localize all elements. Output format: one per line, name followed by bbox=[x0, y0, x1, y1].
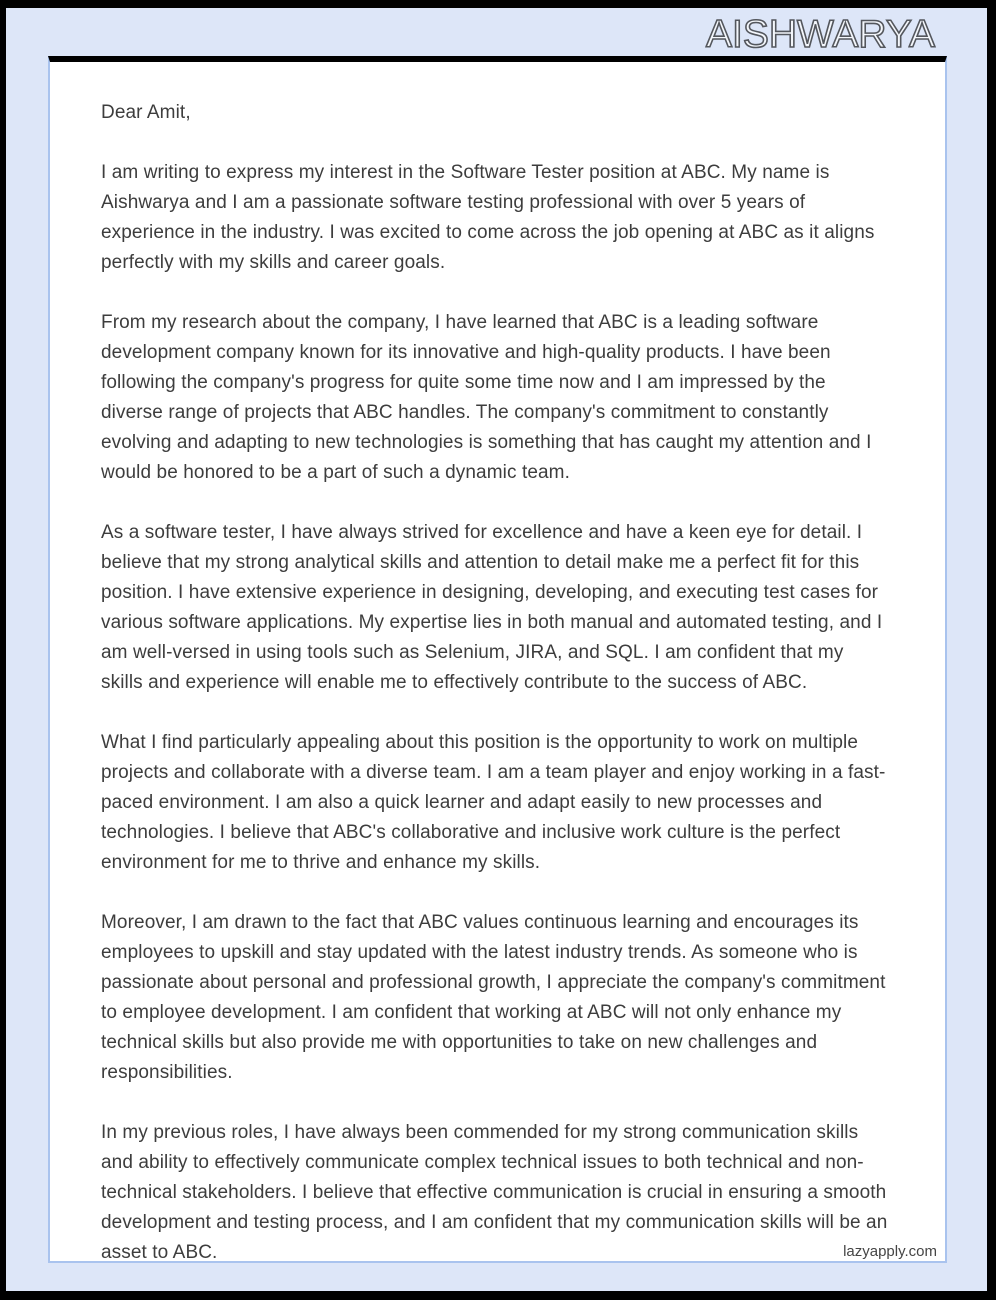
letter-salutation: Dear Amit, bbox=[101, 102, 191, 123]
letter-paragraph: Moreover, I am drawn to the fact that ABC values continuous learning and encourages its employees to upskill and stay updated with the latest industry trends. As someone who is passionate about personal and professional growth, I appreciate the company's commitment to employee development. I am confident that working at ABC will not only enhance my technical skills but also provide me with opportunities to take on new challenges and responsibilities. bbox=[101, 912, 886, 1083]
letter-paragraph: What I find particularly appealing about this position is the opportunity to work on multiple projects and collaborate with a diverse team. I am a team player and enjoy working in a fast-paced environment. I am also a quick learner and adapt easily to new processes and technologies. I believe that ABC's collaborative and inclusive work culture is the perfect environment for me to thrive and enhance my skills. bbox=[101, 732, 886, 873]
letter-paragraph: I am writing to express my interest in the Software Tester position at ABC. My name is Aishwarya and I am a passionate software testing professional with over 5 years of experience in the industry. I was excited to come across the job opening at ABC as it aligns perfectly with my skills and career goals. bbox=[101, 162, 875, 273]
letter-paragraph: From my research about the company, I have learned that ABC is a leading software development company known for its innovative and high-quality products. I have been following the company's progress for quite some time now and I am impressed by the diverse range of projects that ABC handles. The company's commitment to constantly evolving and adapting to new technologies is something that has caught my attention and I would be honored to be a part of such a dynamic team. bbox=[101, 312, 872, 483]
letter-paragraph: In my previous roles, I have always been commended for my strong communication skills and ability to effectively communicate complex technical issues to both technical and non-technical stakeholders. I believe that effective communication is crucial in ensuring a smooth development and testing process, and I am confident that my communication skills will be an asset to ABC. bbox=[101, 1122, 888, 1263]
letter-paragraph: As a software tester, I have always strived for excellence and have a keen eye for detail. I believe that my strong analytical skills and attention to detail make me a perfect fit for this position. I have extensive experience in designing, developing, and executing test cases for various software applications. My expertise lies in both manual and automated testing, and I am well-versed in using tools such as Selenium, JIRA, and SQL. I am confident that my skills and experience will enable me to effectively contribute to the success of ABC. bbox=[101, 522, 883, 693]
letter-body bbox=[101, 98, 889, 1268]
letterhead-name: AISHWARYA bbox=[706, 13, 935, 56]
watermark-link[interactable]: lazyapply.com bbox=[843, 1243, 937, 1260]
letter-document bbox=[48, 56, 947, 1263]
